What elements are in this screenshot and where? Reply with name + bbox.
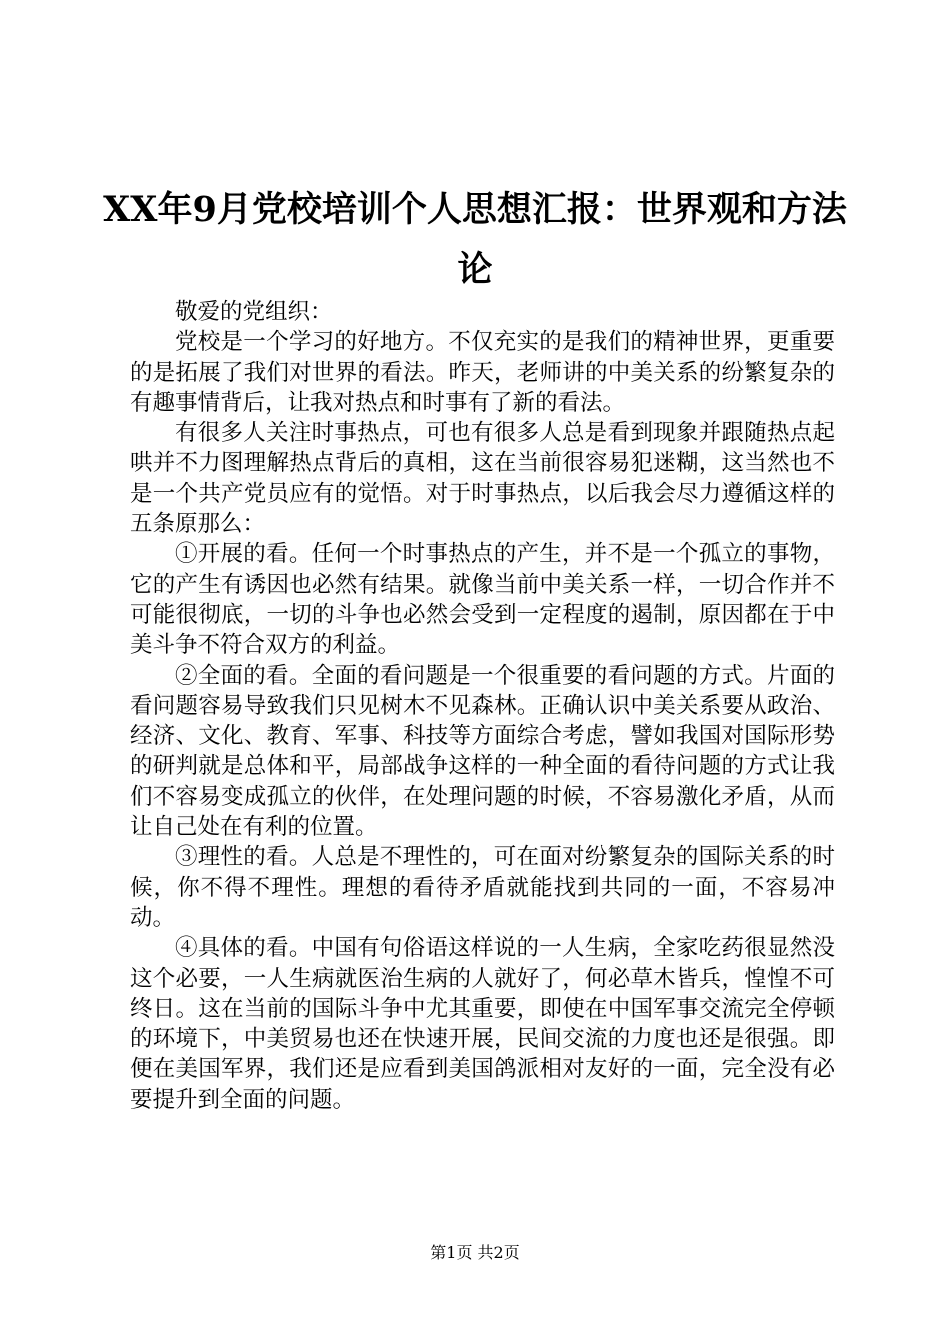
document-body bbox=[130, 297, 835, 1115]
paragraph-intro: 党校是一个学习的好地方。不仅充实的是我们的精神世界，更重要的是拓展了我们对世界的看法。昨天，老师讲的中美关系的纷繁复杂的有趣事情背后，让我对热点和时事有了新的看法。 bbox=[130, 329, 835, 416]
salutation: 敬爱的党组织： bbox=[175, 299, 333, 325]
paragraph-principle-4: ④具体的看。中国有句俗语这样说的一人生病，全家吃药很显然没这个必要，一人生病就医治生病的人就好了，何必草木皆兵，惶惶不可终日。这在当前的国际斗争中尤其重要，即使在中国军事交流完全停顿的环境下，中美贸易也还在快速开展，民间交流的力度也还是很强。即便在美国军界，我们还是应看到美国鸽派相对友好的一面，完全没有必要提升到全面的问题。 bbox=[130, 935, 835, 1113]
page-footer: 第1页 共2页 bbox=[430, 1243, 520, 1262]
paragraph-principle-1: ①开展的看。任何一个时事热点的产生，并不是一个孤立的事物，它的产生有诱因也必然有结果。就像当前中美关系一样，一切合作并不可能很彻底，一切的斗争也必然会受到一定程度的遏制，原因都在于中美斗争不符合双方的利益。 bbox=[130, 541, 835, 659]
paragraph-hotspots: 有很多人关注时事热点，可也有很多人总是看到现象并跟随热点起哄并不力图理解热点背后的真相，这在当前很容易犯迷糊，这当然也不是一个共产党员应有的觉悟。对于时事热点，以后我会尽力遵循这样的五条原那么： bbox=[130, 420, 835, 538]
paragraph-principle-3: ③理性的看。人总是不理性的，可在面对纷繁复杂的国际关系的时候，你不得不理性。理想的看待矛盾就能找到共同的一面，不容易冲动。 bbox=[130, 844, 835, 931]
paragraph-principle-2: ②全面的看。全面的看问题是一个很重要的看问题的方式。片面的看问题容易导致我们只见树木不见森林。正确认识中美关系要从政治、经济、文化、教育、军事、科技等方面综合考虑，譬如我国对国际形势的研判就是总体和平，局部战争这样的一种全面的看待问题的方式让我们不容易变成孤立的伙伴，在处理问题的时候，不容易激化矛盾，从而让自己处在有利的位置。 bbox=[130, 662, 835, 841]
document-title: XX年9月党校培训个人思想汇报：世界观和方法论 bbox=[103, 189, 847, 290]
